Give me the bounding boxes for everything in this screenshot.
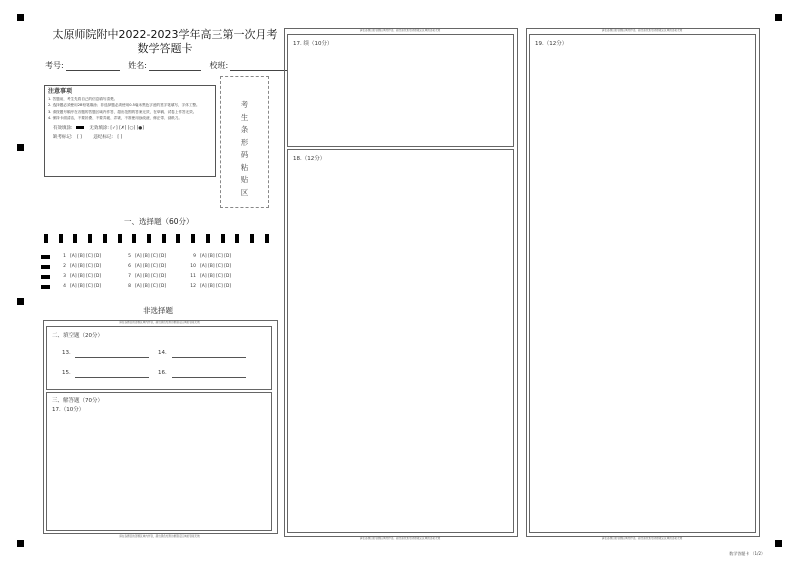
question-number: 8 [128, 284, 131, 289]
choice-question[interactable] [186, 264, 231, 269]
missing-mark-box[interactable]: [ ] [76, 135, 82, 140]
timing-mark [44, 234, 48, 243]
answer-options[interactable]: [A] [B] [C] [D] [200, 254, 232, 259]
question-number: 1 [63, 254, 66, 259]
class-label: 校班: [209, 61, 229, 70]
q14-label: 14. [158, 350, 167, 356]
choice-question[interactable] [186, 254, 231, 259]
q17-label: 17.（10分） [52, 407, 85, 413]
answer-options[interactable]: [A] [B] [C] [D] [200, 274, 232, 279]
q18-answer-area[interactable] [287, 149, 514, 533]
timing-mark [191, 234, 195, 243]
page-subtitle: 数学答题卡 [137, 42, 193, 55]
timing-mark [206, 234, 210, 243]
name-field[interactable] [149, 62, 201, 71]
timing-mark [265, 234, 269, 243]
notice-item: 2. 选择题必须使用2B铅笔填涂；非选择题必须使用0.5毫米黑色字迹的签字笔填写，字体工整。 [48, 103, 200, 107]
valid-fill-sample [76, 126, 84, 129]
answer-options[interactable]: [A] [B] [C] [D] [200, 284, 232, 289]
answer-options[interactable]: [A] [B] [C] [D] [135, 284, 167, 289]
q15-label: 15. [62, 370, 71, 376]
q16-answer-line[interactable] [172, 377, 246, 378]
answer-options[interactable]: [A] [B] [C] [D] [70, 274, 102, 279]
boundary-note: 请在各题目的答题区域内作答，超出黑色矩形边框限定区域的答案无效 [601, 537, 683, 540]
exam-no-label: 考号: [45, 61, 64, 70]
q17-continued-area[interactable] [287, 34, 514, 147]
timing-mark [162, 234, 166, 243]
q17-continued-label: 17. 续（10分） [293, 41, 333, 47]
barcode-area-text: 考 生 条 形 码 粘 贴 区 [240, 100, 249, 197]
question-number: 5 [128, 254, 131, 259]
boundary-note: 请在各题目的答题区域内作答，超出黑色矩形边框限定区域的答案无效 [119, 535, 200, 538]
question-number: 2 [63, 264, 66, 269]
choice-question[interactable] [121, 284, 166, 289]
question-number: 6 [128, 264, 131, 269]
q14-answer-line[interactable] [172, 357, 246, 358]
boundary-note: 请在各题目的答题区域内作答，超出黑色矩形边框限定区域的答案无效 [359, 537, 441, 540]
timing-mark [103, 234, 107, 243]
choice-section-title: 一、选择题（60分） [124, 217, 194, 226]
timing-mark [221, 234, 225, 243]
notice-item: 1. 答题前，考生先将自己的信息填写清楚。 [48, 96, 118, 101]
question-number: 3 [63, 274, 66, 279]
choice-row [41, 284, 271, 291]
question-number: 7 [128, 274, 131, 279]
boundary-note: 请在各题目的答题区域内作答，超出黑色矩形边框限定区域的答案无效 [359, 29, 441, 32]
page-title: 太原师院附中2022-2023学年高三第一次月考 [52, 28, 278, 41]
choice-question[interactable] [56, 284, 101, 289]
q19-answer-area[interactable] [529, 34, 756, 533]
alignment-mark [775, 14, 782, 21]
answer-options[interactable]: [A] [B] [C] [D] [135, 264, 167, 269]
alignment-mark [17, 144, 24, 151]
timing-mark [235, 234, 239, 243]
question-number: 11 [190, 274, 196, 279]
q19-label: 19.（12分） [535, 41, 568, 47]
notice-title: 注意事项 [48, 88, 73, 95]
choice-row [41, 264, 271, 271]
timing-mark [250, 234, 254, 243]
row-timing-mark [41, 285, 50, 289]
boundary-note: 请在各题目的答题区域内作答，超出黑色矩形边框限定区域的答案无效 [601, 29, 683, 32]
row-timing-mark [41, 265, 50, 269]
alignment-mark [775, 540, 782, 547]
nonchoice-section-title: 非选择题 [143, 306, 173, 315]
choice-question[interactable] [56, 264, 101, 269]
class-field[interactable] [230, 62, 288, 71]
timing-mark [73, 234, 77, 243]
page-footer: 数学答题卡 （1/2） [729, 551, 765, 556]
choice-question[interactable] [121, 264, 166, 269]
choice-question[interactable] [56, 254, 101, 259]
solve-section-title: 三、解答题（70分） [52, 398, 103, 404]
question-number: 12 [190, 284, 196, 289]
missing-mark-label: 缺考标记: [53, 135, 73, 140]
answer-options[interactable]: [A] [B] [C] [D] [70, 254, 102, 259]
student-info-row [45, 60, 292, 71]
name-label: 姓名: [128, 61, 147, 70]
q16-label: 16. [158, 370, 167, 376]
choice-question[interactable] [186, 284, 231, 289]
alignment-mark [17, 298, 24, 305]
choice-row [41, 254, 271, 261]
violation-mark-box[interactable]: [ ] [117, 135, 123, 140]
question-number: 9 [193, 254, 196, 259]
fill-section-title: 二、填空题（20分） [52, 333, 103, 339]
timing-mark [132, 234, 136, 243]
timing-mark [118, 234, 122, 243]
choice-question[interactable] [121, 274, 166, 279]
answer-options[interactable]: [A] [B] [C] [D] [70, 284, 102, 289]
row-timing-mark [41, 255, 50, 259]
alignment-mark [17, 14, 24, 21]
choice-question[interactable] [56, 274, 101, 279]
timing-mark [59, 234, 63, 243]
choice-question[interactable] [186, 274, 231, 279]
fill-example [53, 126, 212, 132]
timing-mark [88, 234, 92, 243]
question-number: 10 [190, 264, 196, 269]
alignment-mark [17, 540, 24, 547]
timing-mark [147, 234, 151, 243]
timing-mark [176, 234, 180, 243]
q13-answer-line[interactable] [75, 357, 149, 358]
q13-label: 13. [62, 350, 71, 356]
notice-item: 4. 保持卡面清洁，不要折叠、不要弄破、弄皱，不准使用涂改液、修正带、刮纸刀。 [48, 116, 182, 120]
answer-options[interactable]: [A] [B] [C] [D] [135, 254, 167, 259]
invalid-fill-example: [✓] [✗] [○] [●] [110, 125, 145, 131]
barcode-paste-area [220, 76, 269, 208]
choice-row [41, 274, 271, 281]
row-timing-mark [41, 275, 50, 279]
notice-item: 3. 请按题号顺序在各题的答题区域内作答，超出范围的答案无效，在草稿、试卷上作答无效。 [48, 109, 197, 114]
mark-example [53, 135, 212, 141]
question-number: 4 [63, 284, 66, 289]
exam-no-field[interactable] [66, 62, 120, 71]
q18-label: 18.（12分） [293, 156, 326, 162]
invalid-fill-label: 无效填涂: [89, 125, 109, 131]
boundary-note: 请在各题目的答题区域内作答，超出黑色矩形边框限定区域的答案无效 [119, 321, 200, 324]
notice-box [44, 85, 216, 177]
answer-options[interactable]: [A] [B] [C] [D] [135, 274, 167, 279]
answer-options[interactable]: [A] [B] [C] [D] [200, 264, 232, 269]
choice-question[interactable] [121, 254, 166, 259]
valid-fill-label: 有效填涂: [53, 125, 73, 131]
q15-answer-line[interactable] [75, 377, 149, 378]
violation-mark-label: 违纪标记: [93, 135, 113, 140]
answer-options[interactable]: [A] [B] [C] [D] [70, 264, 102, 269]
timing-marks [44, 234, 269, 243]
